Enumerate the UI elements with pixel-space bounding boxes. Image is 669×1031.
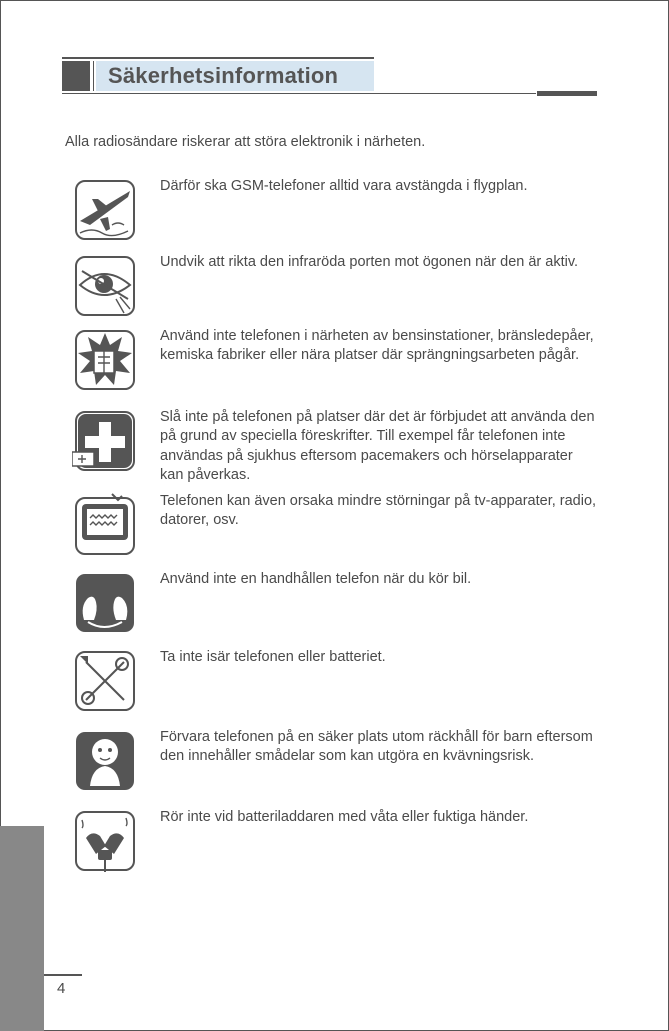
item-text: Förvara telefonen på en säker plats utom räckhåll för barn eftersom den innehåller smådelar som kan utgöra en kvävningsrisk. [160, 729, 593, 765]
header-block [62, 61, 90, 91]
item-text: Därför ska GSM-telefoner alltid vara avstängda i flygplan. [160, 178, 528, 194]
wet-hands-charger-icon [72, 808, 138, 874]
item-text: Telefonen kan även orsaka mindre störningar på tv-apparater, radio, datorer, osv. [160, 493, 597, 529]
item-text: Slå inte på telefonen på platser där det är förbjudet att använda den på grund av speciella föreskrifter. Till exempel får telefonen inte användas på sjukhus eftersom pacemakers och hörselapparater kan påverkas. [160, 409, 595, 484]
intro-text: Alla radiosändare riskerar att störa elektronik i närheten. [65, 134, 426, 150]
item-text: Använd inte en handhållen telefon när du kör bil. [160, 571, 472, 587]
page-number: 4 [57, 980, 66, 997]
item-text: Rör inte vid batteriladdaren med våta eller fuktiga händer. [160, 809, 529, 825]
tv-interference-icon [72, 492, 138, 558]
eye-laser-icon [72, 253, 138, 319]
header-top-line [62, 57, 374, 59]
explosion-fuel-icon [72, 327, 138, 393]
page-number-rule [44, 974, 82, 976]
airplane-icon [72, 177, 138, 243]
section-tab [0, 826, 44, 1031]
header-rule-accent [537, 91, 597, 96]
item-text: Undvik att rikta den infraröda porten mot ögonen när den är aktiv. [160, 254, 579, 270]
driving-hands-icon [72, 570, 138, 636]
tools-icon [72, 648, 138, 714]
page-title: Säkerhetsinformation [108, 63, 339, 88]
child-icon [72, 728, 138, 794]
item-text: Ta inte isär telefonen eller batteriet. [160, 649, 386, 665]
hospital-cross-icon [72, 408, 138, 474]
item-text: Använd inte telefonen i närheten av bensinstationer, bränsledepåer, kemiska fabriker eller nära platser där sprängningsarbeten pågår. [160, 328, 594, 364]
header-rule [62, 93, 536, 94]
header-divider [93, 61, 94, 91]
